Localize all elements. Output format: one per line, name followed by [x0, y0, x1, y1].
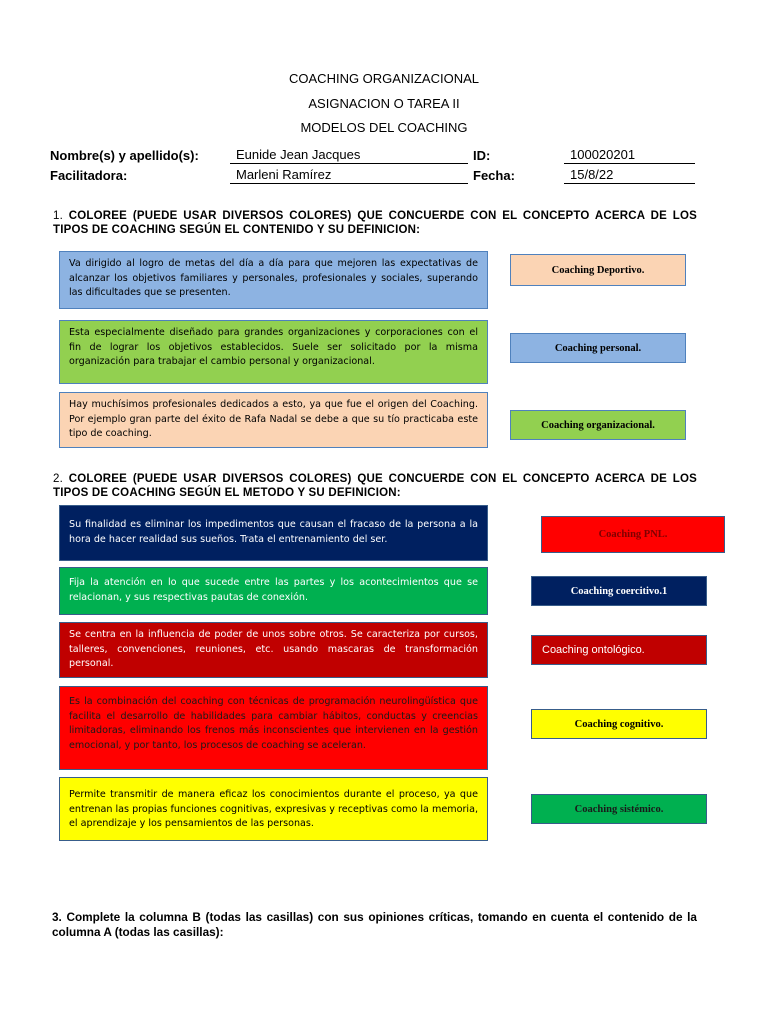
section-1-number: 1. — [53, 210, 63, 222]
header-line-1: COACHING ORGANIZACIONAL — [289, 71, 479, 86]
section-2-definition-4: Es la combinación del coaching con técnicas de programación neurolingüística que facilita el desarrollo de habilidades para cambiar hábitos, conductas y creencias limitadoras, eliminando los frenos más inconscientes que intervienen en la gestión emocional, y por tanto, los procesos de coaching se aceleran. — [59, 686, 488, 770]
date-field: 15/8/22 — [564, 167, 695, 184]
section-2-definition-3: Se centra en la influencia de poder de unos sobre otros. Se caracteriza por cursos, talleres, convenciones, reuniones, etc. usando mascaras de transformación personal. — [59, 622, 488, 678]
section-2-type-3: Coaching ontológico. — [531, 635, 707, 665]
header-line-2: ASIGNACION O TAREA II — [308, 96, 460, 111]
section-1-type-2: Coaching personal. — [510, 333, 686, 363]
id-label: ID: — [473, 148, 491, 163]
header-line-3: MODELOS DEL COACHING — [300, 120, 468, 135]
facilitator-field: Marleni Ramírez — [230, 167, 468, 184]
section-2-type-2: Coaching coercitivo.1 — [531, 576, 707, 606]
section-3-instructions: 3. Complete la columna B (todas las casillas) con sus opiniones críticas, tomando en cuenta el contenido de la columna A (todas las casillas): — [52, 910, 697, 939]
section-2-title: COLOREE (PUEDE USAR DIVERSOS COLORES) QUE CONCUERDE CON EL CONCEPTO ACERCA DE LOS TIPOS DE COACHING SEGÚN EL METODO Y SU DEFINICION: — [53, 473, 697, 499]
name-field: Eunide Jean Jacques — [230, 147, 468, 164]
section-1-instructions — [53, 209, 697, 237]
section-1-type-1: Coaching Deportivo. — [510, 254, 686, 286]
name-label: Nombre(s) y apellido(s): — [50, 148, 199, 163]
section-2-type-1: Coaching PNL. — [541, 516, 725, 553]
section-1-title: COLOREE (PUEDE USAR DIVERSOS COLORES) QUE CONCUERDE CON EL CONCEPTO ACERCA DE LOS TIPOS DE COACHING SEGÚN EL CONTENIDO Y SU DEFINICION: — [53, 210, 697, 236]
section-1-definition-3: Hay muchísimos profesionales dedicados a esto, ya que fue el origen del Coaching. Por ejemplo gran parte del éxito de Rafa Nadal se debe a que su tío practicaba este tipo de coaching. — [59, 392, 488, 448]
section-2-definition-1: Su finalidad es eliminar los impedimentos que causan el fracaso de la persona a la hora de hacer realidad sus sueños. Trata el entrenamiento del ser. — [59, 505, 488, 561]
section-2-type-4: Coaching cognitivo. — [531, 709, 707, 739]
section-2-number: 2. — [53, 473, 63, 485]
section-1-definition-2: Esta especialmente diseñado para grandes organizaciones y corporaciones con el fin de lograr los objetivos establecidos. Suele ser solicitado por la misma organización para trabajar el cambio personal y organizacional. — [59, 320, 488, 384]
facilitator-label: Facilitadora: — [50, 168, 128, 183]
section-2-definition-5: Permite transmitir de manera eficaz los conocimientos durante el proceso, ya que entrenan las propias funciones cognitivas, expresivas y receptivas como la memoria, el aprendizaje y los pensamientos de las personas. — [59, 777, 488, 841]
section-1-type-3: Coaching organizacional. — [510, 410, 686, 440]
section-2-definition-2: Fija la atención en lo que sucede entre las partes y los acontecimientos que se relacionan, y sus respectivas pautas de conexión. — [59, 567, 488, 615]
section-2-type-5: Coaching sistémico. — [531, 794, 707, 824]
section-1-definition-1: Va dirigido al logro de metas del día a día para que mejoren las expectativas de alcanzar los objetivos familiares y personales, profesionales y sociales, superando las dificultades que se presenten. — [59, 251, 488, 309]
section-2-instructions — [53, 472, 697, 500]
date-label: Fecha: — [473, 168, 515, 183]
id-field: 100020201 — [564, 147, 695, 164]
